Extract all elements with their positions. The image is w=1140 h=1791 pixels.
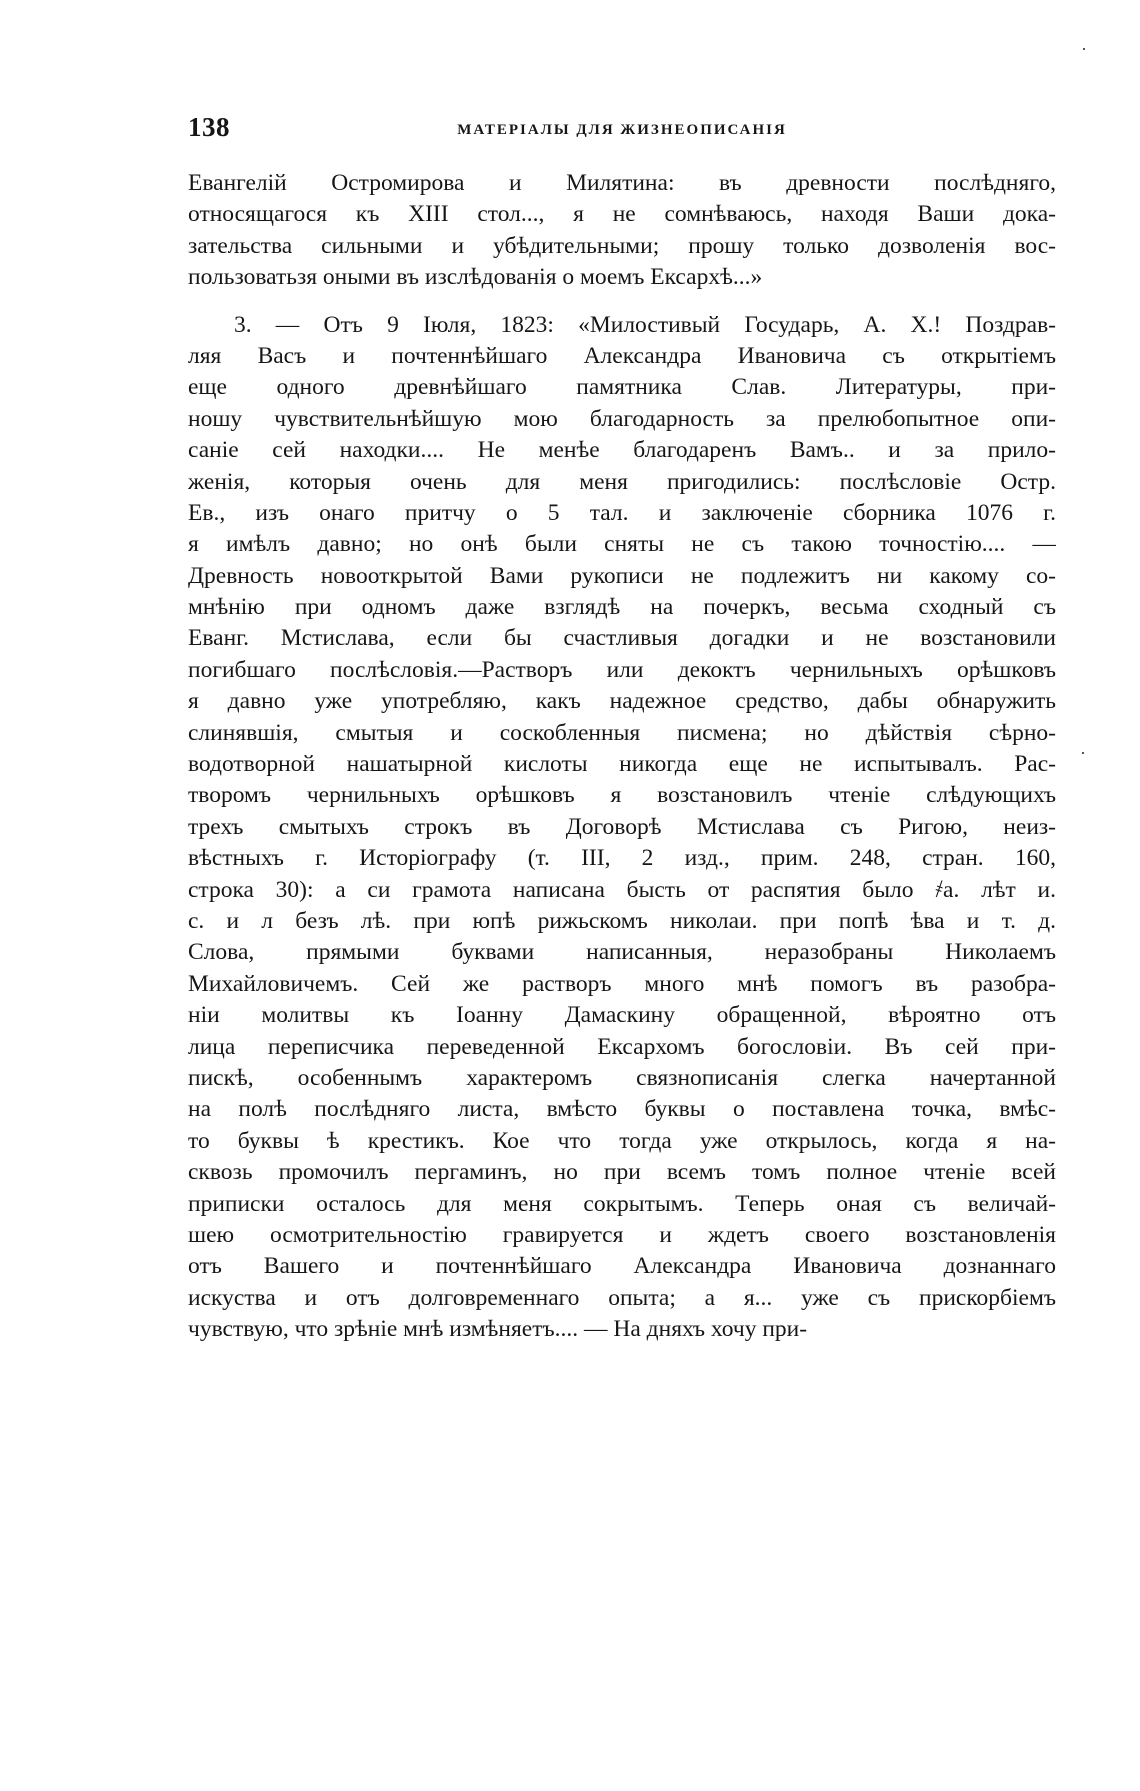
text-line: вѣстныхъ г. Исторіографу (т. III, 2 изд., прим. 248, стран. 160, — [188, 845, 1056, 872]
text-line: саніе сей находки.... Не менѣе благодаренъ Вамъ.. и за прило- — [188, 437, 1056, 464]
text-line: водотворной нашатырной кислоты никогда еще не испытывалъ. Рас- — [188, 751, 1056, 778]
text-line: женія, которыя очень для меня пригодились: послѣсловіе Остр. — [188, 468, 1056, 495]
text-line: ляя Васъ и почтеннѣйшаго Александра Ивановича съ открытіемъ — [188, 342, 1056, 369]
paragraph — [188, 310, 1056, 1346]
text-line: мнѣнію при одномъ даже взглядѣ на почеркъ, весьма сходный съ — [188, 594, 1056, 621]
text-line: ніи молитвы къ Іоанну Дамаскину обращенной, вѣроятно отъ — [188, 1002, 1056, 1029]
text-line: слинявшія, смытыя и соскобленныя писмена; но дѣйствія сѣрно- — [188, 719, 1056, 746]
body-text — [188, 168, 1056, 1345]
text-line: сквозь промочилъ пергаминъ, но при всемъ томъ полное чтеніе всей — [188, 1159, 1056, 1186]
text-line: я имѣлъ давно; но онѣ были сняты не съ такою точностію.... — — [188, 531, 1056, 558]
text-line: чувствую, что зрѣніе мнѣ измѣняетъ.... — На дняхъ хочу при- — [188, 1316, 808, 1343]
text-line: 3. — Отъ 9 Іюля, 1823: «Милостивый Государь, А. Х.! Поздрав- — [234, 311, 1056, 338]
text-line: Еванг. Мстислава, если бы счастливыя догадки и не возстановили — [188, 625, 1056, 652]
text-line: отъ Вашего и почтеннѣйшаго Александра Ивановича дознаннаго — [188, 1253, 1056, 1280]
text-line: погибшаго послѣсловія.—Растворъ или декоктъ чернильныхъ орѣшковъ — [188, 656, 1056, 683]
text-line: лица переписчика переведенной Ексархомъ богословіи. Въ сей при- — [188, 1033, 1056, 1060]
page-header — [188, 112, 1056, 152]
text-line: строка 30): а си грамота написана бысть от распятия было ҂а. лѣт и. — [188, 876, 1056, 903]
text-line: Михайловичемъ. Сей же растворъ много мнѣ помогъ въ разобра- — [188, 970, 1056, 997]
paragraph — [188, 168, 1056, 294]
text-line: трехъ смытыхъ строкъ въ Договорѣ Мстислава съ Ригою, неиз- — [188, 813, 1056, 840]
text-line: на полѣ послѣдняго листа, вмѣсто буквы о поставлена точка, вмѣс- — [188, 1096, 1056, 1123]
text-line: то буквы ѣ крестикъ. Кое что тогда уже открылось, когда я на- — [188, 1127, 1056, 1154]
text-line: еще одного древнѣйшаго памятника Слав. Литературы, при- — [188, 374, 1056, 401]
running-title: МАТЕРІАЛЫ ДЛЯ ЖИЗНЕОПИСАНІЯ — [457, 122, 787, 138]
scan-speck — [1083, 48, 1085, 50]
text-line: зательства сильными и убѣдительными; прошу только дозволенія вос- — [188, 232, 1056, 259]
paragraph-gap — [188, 294, 1056, 310]
text-line: искуства и отъ долговременнаго опыта; а я... уже съ прискорбіемъ — [188, 1284, 1056, 1311]
text-line: творомъ чернильныхъ орѣшковъ я возстановилъ чтеніе слѣдующихъ — [188, 782, 1056, 809]
text-line: приписки осталось для меня сокрытымъ. Теперь оная съ величай- — [188, 1190, 1056, 1217]
scan-speck — [1082, 752, 1084, 754]
text-line: Слова, прямыми буквами написанныя, неразобраны Николаемъ — [188, 939, 1056, 966]
text-line: Евангелій Остромирова и Милятина: въ древности послѣдняго, — [188, 170, 1056, 196]
text-line: пискѣ, особеннымъ характеромъ связнописанія слегка начертанной — [188, 1064, 1056, 1091]
text-line: с. и л безъ лѣ. при юпѣ рижьскомъ николаи. при попѣ ѣва и т. д. — [188, 907, 1056, 934]
text-line: пользоватьзя оными въ изслѣдованія о моемъ Ексархѣ...» — [188, 264, 763, 291]
text-line: Древность новооткрытой Вами рукописи не подлежитъ ни какому со- — [188, 562, 1056, 589]
text-line: Ев., изъ онаго притчу о 5 тал. и заключеніе сборника 1076 г. — [188, 499, 1056, 526]
text-line: ношу чувствительнѣйшую мою благодарность за прелюбопытное опи- — [188, 405, 1056, 432]
text-line: шею осмотрительностію гравируется и ждетъ своего возстановленія — [188, 1221, 1056, 1248]
page-number: 138 — [188, 112, 230, 142]
text-line: относящагося къ XIII стол..., я не сомнѣваюсь, находя Ваши дока- — [188, 201, 1056, 228]
text-line: я давно уже употребляю, какъ надежное средство, дабы обнаружить — [188, 688, 1056, 715]
